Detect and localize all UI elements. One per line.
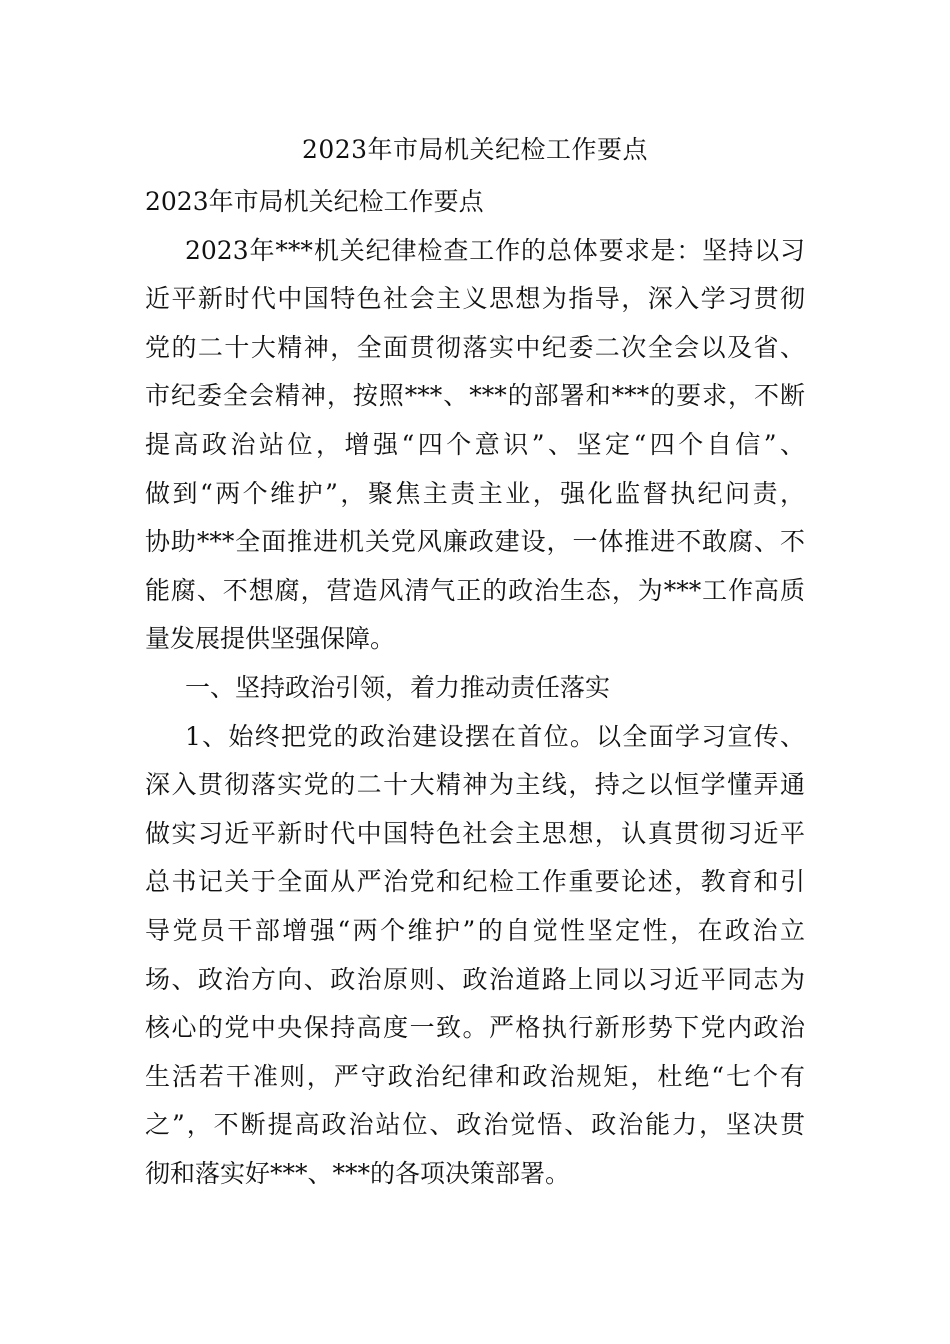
document-title: 2023年市局机关纪检工作要点: [301, 135, 649, 164]
paragraph-line: 生活若干准则，严守政治纪律和政治规矩，杜绝“七个有: [145, 1061, 805, 1091]
paragraph-line: 导党员干部增强“两个维护”的自觉性坚定性，在政治立: [145, 915, 805, 945]
paragraph-line: 能腐、不想腐，营造风清气正的政治生态，为***工作高质: [145, 575, 805, 605]
paragraph-line: 市纪委全会精神，按照***、***的部署和***的要求，不断: [145, 381, 805, 411]
paragraph-line: 总书记关于全面从严治党和纪检工作重要论述，教育和引: [145, 867, 805, 897]
paragraph-line: 彻和落实好***、***的各项决策部署。: [145, 1158, 571, 1188]
paragraph-line: 场、政治方向、政治原则、政治道路上同以习近平同志为: [145, 964, 805, 994]
intro-paragraph: [145, 227, 820, 664]
paragraph-line: 1、始终把党的政治建设摆在首位。以全面学习宣传、: [185, 721, 805, 751]
paragraph-line: 2023年***机关纪律检查工作的总体要求是：坚持以习: [185, 235, 805, 265]
paragraph-line: 深入贯彻落实党的二十大精神为主线，持之以恒学懂弄通: [145, 770, 805, 800]
document-subtitle: [145, 178, 820, 227]
paragraph-line: 核心的党中央保持高度一致。严格执行新形势下党内政治: [145, 1013, 805, 1043]
paragraph-line: 做到“两个维护”，聚焦主责主业，强化监督执纪问责，: [145, 478, 805, 508]
paragraph-line: 近平新时代中国特色社会主义思想为指导，深入学习贯彻: [145, 284, 805, 314]
paragraph-line: 协助***全面推进机关党风廉政建设，一体推进不敢腐、不: [145, 527, 805, 557]
section-heading: [145, 664, 820, 713]
paragraph-line: 党的二十大精神，全面贯彻落实中纪委二次全会以及省、: [145, 332, 805, 362]
paragraph-line: 之”，不断提高政治站位、政治觉悟、政治能力，坚决贯: [145, 1110, 805, 1140]
item-1-paragraph: [145, 713, 820, 1199]
document-body: [145, 178, 820, 1198]
paragraph-line: 量发展提供坚强保障。: [145, 624, 396, 654]
paragraph-line: 提高政治站位，增强“四个意识”、坚定“四个自信”、: [145, 429, 805, 459]
subtitle-line: 2023年市局机关纪检工作要点: [145, 187, 484, 216]
paragraph-line: 做实习近平新时代中国特色社会主思想，认真贯彻习近平: [145, 818, 805, 848]
section-heading-line: 一、坚持政治引领，着力推动责任落实: [185, 672, 611, 702]
